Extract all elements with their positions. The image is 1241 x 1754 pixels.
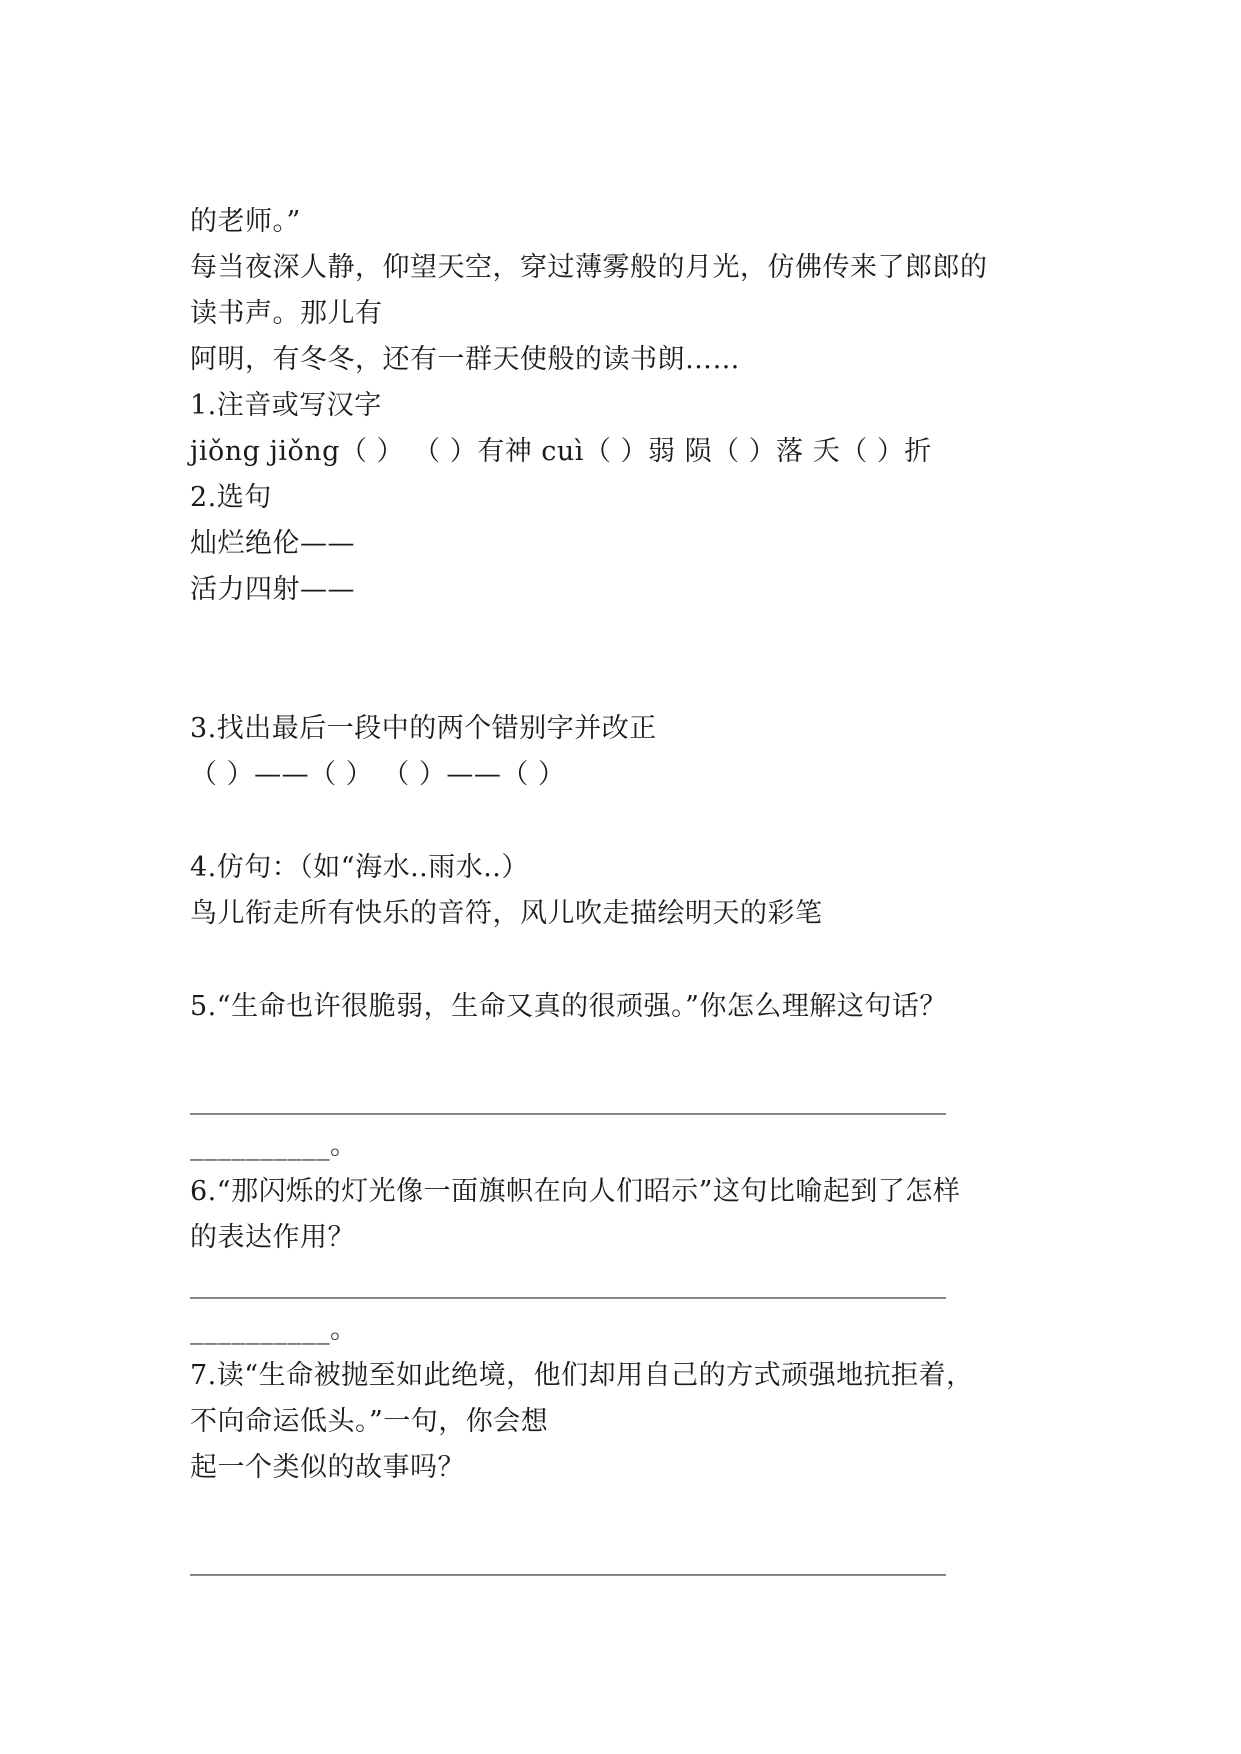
passage-line-3: 读书声。那儿有: [190, 298, 383, 329]
question-6-answer-line: ________________________________________________________: [190, 1268, 946, 1299]
passage-line-2: 每当夜深人静，仰望天空，穿过薄雾般的月光，仿佛传来了郎郎的: [190, 252, 988, 283]
question-7-heading: 7.读“生命被抛至如此绝境，他们却用自己的方式顽强地抗拒着，: [190, 1360, 974, 1391]
question-2-item-1: 灿烂绝伦——: [190, 528, 355, 559]
passage-line-1: 的老师。”: [190, 206, 301, 237]
passage-line-4: 阿明，有冬冬，还有一群天使般的读书朗……: [190, 344, 740, 375]
question-6-heading-cont: 的表达作用？: [190, 1222, 355, 1253]
question-5-answer-line-end: __________。: [190, 1130, 358, 1161]
question-1-heading: 1.注音或写汉字: [190, 390, 382, 421]
question-3-heading: 3.找出最后一段中的两个错别字并改正: [190, 713, 657, 744]
question-4-example: 鸟儿衔走所有快乐的音符，风儿吹走描绘明天的彩笔: [190, 898, 823, 929]
question-3-answer-blanks: （ ）——（ ） （ ）——（ ）: [190, 759, 566, 790]
question-6-answer-line-end: __________。: [190, 1314, 358, 1345]
question-2-item-2: 活力四射——: [190, 574, 355, 605]
question-5-heading: 5.“生命也许很脆弱，生命又真的很顽强。”你怎么理解这句话？: [190, 991, 947, 1022]
question-2-heading: 2.选句: [190, 482, 272, 513]
question-7-heading-cont-1: 不向命运低头。”一句，你会想: [190, 1406, 549, 1437]
question-7-answer-line: ________________________________________________________: [190, 1545, 946, 1576]
question-1-pinyin-items: jiǒng jiǒng（ ） （ ）有神 cuì（ ）弱 陨（ ）落 夭（ ）折: [190, 436, 932, 467]
question-6-heading: 6.“那闪烁的灯光像一面旗帜在向人们昭示”这句比喻起到了怎样: [190, 1176, 961, 1207]
question-5-answer-line: ________________________________________________________: [190, 1084, 946, 1115]
question-4-heading: 4.仿句：（如“海水..雨水..）: [190, 852, 529, 883]
question-7-heading-cont-2: 起一个类似的故事吗？: [190, 1452, 465, 1483]
